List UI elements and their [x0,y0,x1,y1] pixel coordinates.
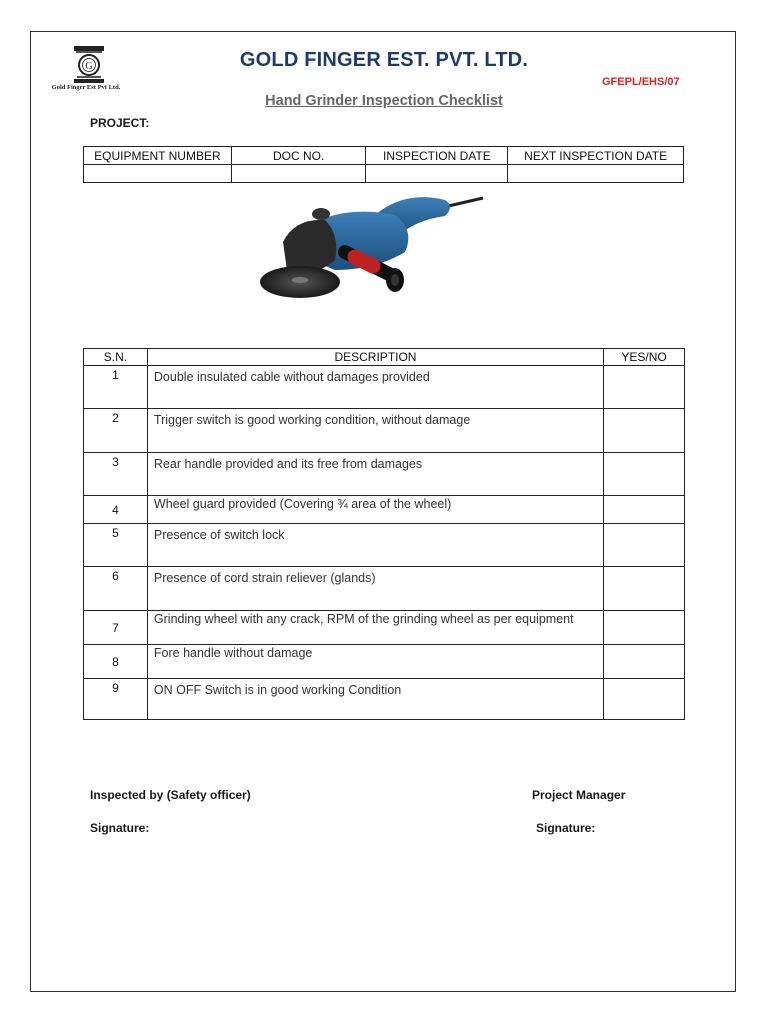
inspection-date-header: INSPECTION DATE [366,147,508,165]
row-number: 8 [84,645,148,679]
sn-header: S.N. [84,349,148,366]
yes-no-cell[interactable] [604,496,685,524]
row-description: Presence of switch lock [147,524,603,567]
yes-no-cell[interactable] [604,366,685,409]
checklist-title: Hand Grinder Inspection Checklist [265,93,503,109]
row-number: 1 [84,366,148,409]
yes-no-cell[interactable] [604,453,685,496]
row-description: Trigger switch is good working condition, without damage [147,409,603,453]
project-manager-signature-label: Signature: [536,821,596,835]
table-row [84,567,685,611]
inspection-checklist-table [83,348,685,720]
table-row [84,409,685,453]
row-description: Presence of cord strain reliever (glands) [147,567,603,611]
row-description: Wheel guard provided (Covering ¾ area of the wheel) [147,496,603,524]
equipment-number-field[interactable] [84,165,232,183]
row-number: 9 [84,679,148,720]
row-number: 3 [84,453,148,496]
yes-no-cell[interactable] [604,679,685,720]
row-number: 5 [84,524,148,567]
project-manager-label: Project Manager [532,788,626,802]
row-description: Fore handle without damage [147,645,603,679]
doc-no-header: DOC NO. [231,147,366,165]
svg-text:G: G [85,61,93,72]
row-description: Double insulated cable without damages provided [147,366,603,409]
document-code: GFEPL/EHS/07 [602,76,680,88]
table-row [84,611,685,645]
doc-no-field[interactable] [231,165,366,183]
inspected-by-label: Inspected by (Safety officer) [90,788,251,802]
checklist-header-row [84,349,685,366]
info-header-row [84,147,684,165]
yes-no-cell[interactable] [604,409,685,453]
row-description: ON OFF Switch is in good working Condition [147,679,603,720]
yes-no-cell[interactable] [604,611,685,645]
equipment-info-table [83,146,684,183]
table-row [84,679,685,720]
description-header: DESCRIPTION [147,349,603,366]
row-description: Rear handle provided and its free from damages [147,453,603,496]
equipment-number-header: EQUIPMENT NUMBER [84,147,232,165]
yes-no-header: YES/NO [604,349,685,366]
company-name: GOLD FINGER EST. PVT. LTD. [239,49,529,71]
safety-officer-signature-label: Signature: [90,821,150,835]
yes-no-cell[interactable] [604,524,685,567]
row-number: 2 [84,409,148,453]
row-number: 4 [84,496,148,524]
info-value-row [84,165,684,183]
angle-grinder-image [255,190,485,310]
yes-no-cell[interactable] [604,645,685,679]
next-inspection-date-header: NEXT INSPECTION DATE [508,147,684,165]
table-row [84,645,685,679]
project-label: PROJECT: [90,116,150,130]
row-number: 7 [84,611,148,645]
next-inspection-date-field[interactable] [508,165,684,183]
table-row [84,453,685,496]
table-row [84,524,685,567]
yes-no-cell[interactable] [604,567,685,611]
table-row [84,366,685,409]
logo-caption: Gold Finger Est Pvt Ltd. [51,84,121,91]
inspection-date-field[interactable] [366,165,508,183]
row-number: 6 [84,567,148,611]
row-description: Grinding wheel with any crack, RPM of the grinding wheel as per equipment [147,611,603,645]
table-row [84,496,685,524]
